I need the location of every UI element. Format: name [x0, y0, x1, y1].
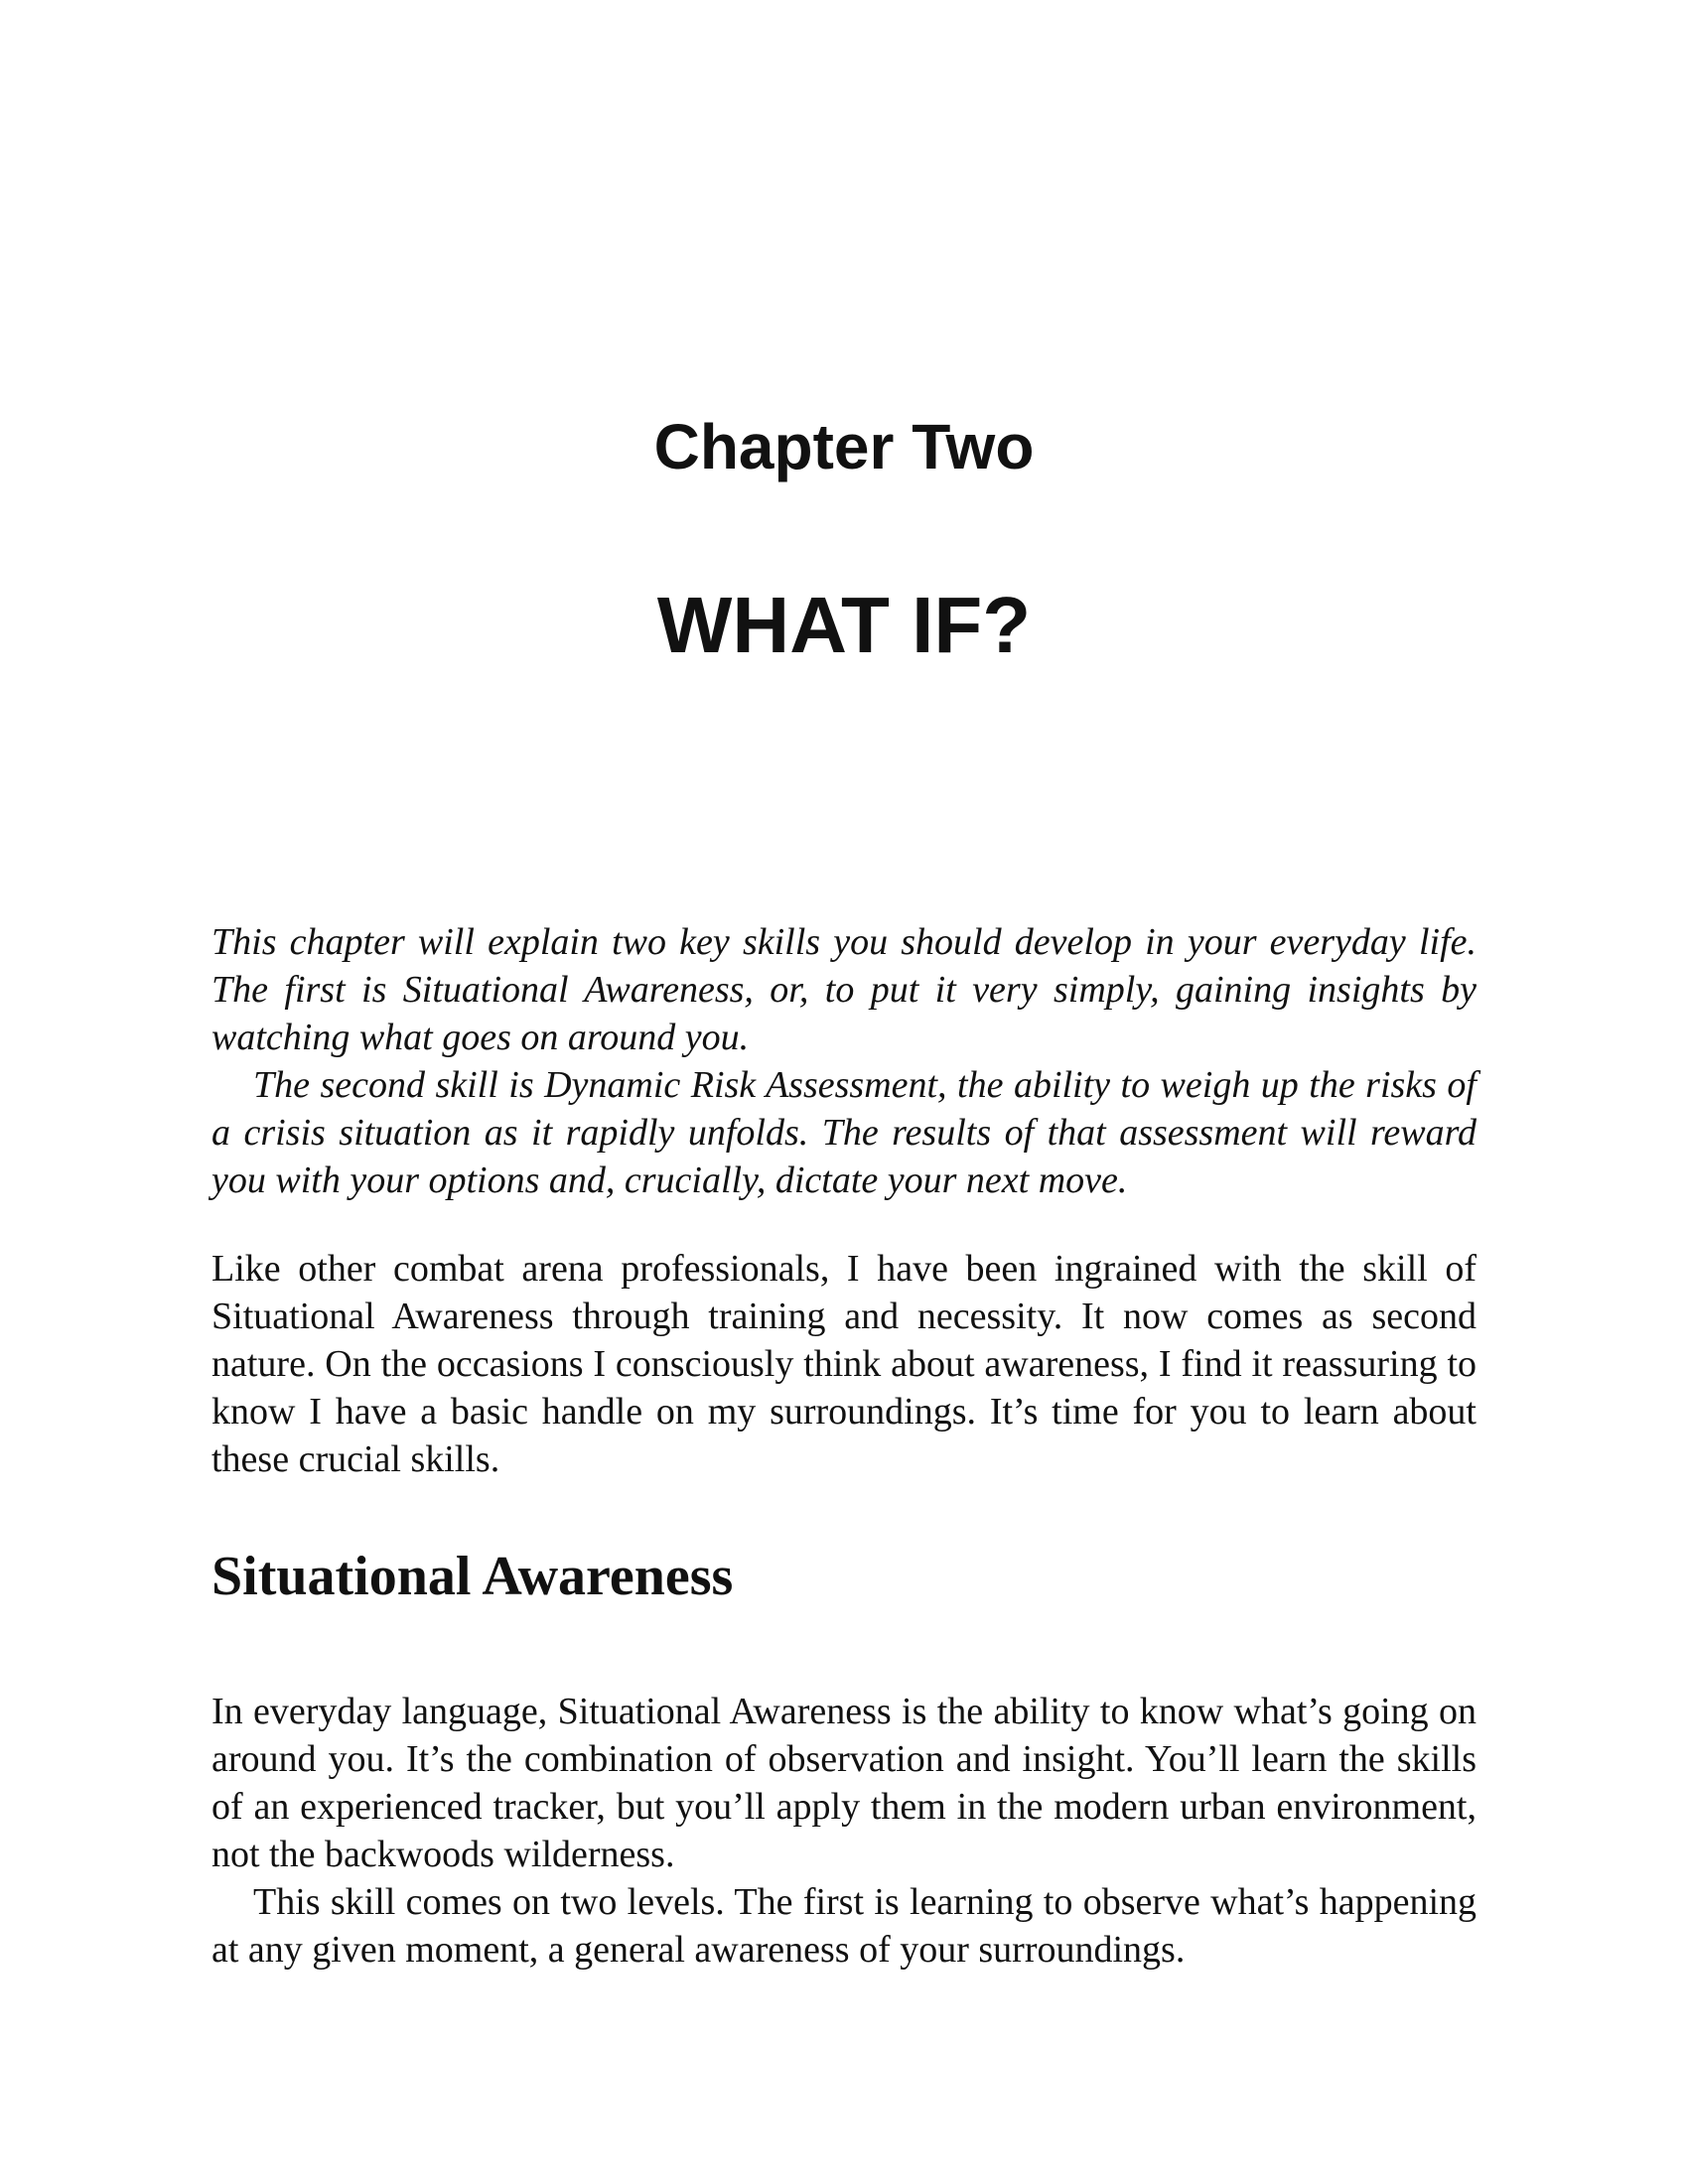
intro-paragraph: This chapter will explain two key skills you should develop in your everyday life. The first is Situational Awareness, or, to put it very simply, gaining insights by watching what goes on around you. [211, 921, 1477, 1058]
chapter-intro [211, 918, 1477, 1204]
body-paragraph: In everyday language, Situational Awareness is the ability to know what’s going on around you. It’s the combination of observation and insight. You’ll learn the skills of an experienced tracker, but you’ll apply them in the modern urban environment, not the backwoods wilderness. [211, 1691, 1477, 1875]
chapter-label: Chapter Two [653, 411, 1035, 482]
body-text [211, 1245, 1477, 1483]
body-paragraph: Like other combat arena professionals, I have been ingrained with the skill of Situational Awareness through training and necessity. It now comes as second nature. On the occasions I consciously think about awareness, I find it reassuring to know I have a basic handle on my surroundings. It’s time for you to learn about these crucial skills. [211, 1248, 1477, 1480]
body-paragraph: This skill comes on two levels. The first is learning to observe what’s happening at any given moment, a general awareness of your surroundings. [211, 1881, 1477, 1971]
chapter-title: WHAT IF? [656, 581, 1032, 669]
intro-paragraph: The second skill is Dynamic Risk Assessment, the ability to weigh up the risks of a crisis situation as it rapidly unfolds. The results of that assessment will reward you with your options and, crucially, dictate your next move. [211, 1064, 1477, 1201]
section-heading: Situational Awareness [211, 1546, 734, 1607]
section-body [211, 1688, 1477, 1974]
